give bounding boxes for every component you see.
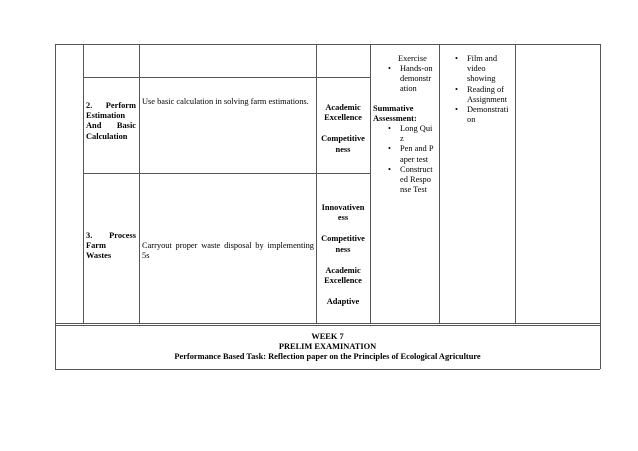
values-cell-3	[318, 203, 368, 307]
core-value: Competitive ness	[321, 234, 365, 254]
left-border	[55, 44, 56, 369]
resource-item: • Demonstration	[453, 105, 511, 125]
col-divider-3	[316, 44, 317, 323]
competency-line: Wastes	[86, 251, 112, 261]
core-value: Academic Excellence	[324, 103, 362, 123]
summative-list	[386, 124, 434, 195]
summative-heading: Summative Assessment:	[373, 104, 417, 124]
assessment-item: • Hands-on demonstration	[386, 64, 434, 95]
competency-line: Farm	[86, 241, 106, 251]
objective-line: Carryout proper waste disposal by implementing	[142, 241, 314, 250]
bottom-border	[55, 369, 600, 370]
assessment-item: • Long Quiz	[386, 124, 434, 144]
objective-cell-2: Use basic calculation in solving farm estimations.	[142, 97, 309, 106]
resources-list	[453, 54, 511, 125]
competency-cell-3	[86, 231, 136, 262]
right-border	[600, 44, 601, 369]
competency-line: Estimation	[86, 111, 126, 121]
core-value: Academic Excellence	[324, 265, 362, 286]
core-value: Innovativen ess	[321, 203, 365, 223]
row-divider-3	[55, 323, 600, 324]
col-divider-5	[439, 44, 440, 323]
row-divider-2	[83, 173, 370, 174]
week-label: WEEK 7	[311, 332, 344, 341]
core-value: Adaptive	[326, 297, 360, 307]
col-divider-4	[370, 44, 371, 323]
objective-line: 5s	[142, 251, 150, 261]
competency-line: Calculation	[86, 131, 128, 141]
row-divider-1	[83, 77, 370, 78]
exam-label: PRELIM EXAMINATION	[278, 342, 377, 352]
assessment-item: • Constructed Response Test	[386, 165, 434, 196]
row-divider-3b	[55, 325, 600, 326]
performance-task: Performance Based Task: Reflection paper on the Principles of Ecological Agriculture	[174, 352, 481, 362]
values-cell-2	[318, 103, 368, 155]
resource-item: • Reading of Assignment	[453, 85, 511, 105]
resource-item: • Film and video showing	[453, 54, 511, 85]
formative-list	[386, 64, 434, 95]
objective-cell-3	[142, 241, 314, 261]
col-divider-1	[83, 44, 84, 323]
assessment-carry-over: Exercise	[398, 54, 427, 63]
competency-line: And Basic	[86, 121, 136, 131]
assessment-item: • Pen and Paper test	[386, 144, 434, 164]
competency-line: 3. Process	[86, 231, 136, 240]
top-border	[55, 44, 600, 45]
col-divider-6	[515, 44, 516, 323]
col-divider-2	[139, 44, 140, 323]
core-value: Competitive ness	[321, 134, 365, 154]
week-block	[56, 332, 599, 363]
competency-line: 2. Perform	[86, 101, 136, 110]
competency-cell-2	[86, 101, 136, 142]
